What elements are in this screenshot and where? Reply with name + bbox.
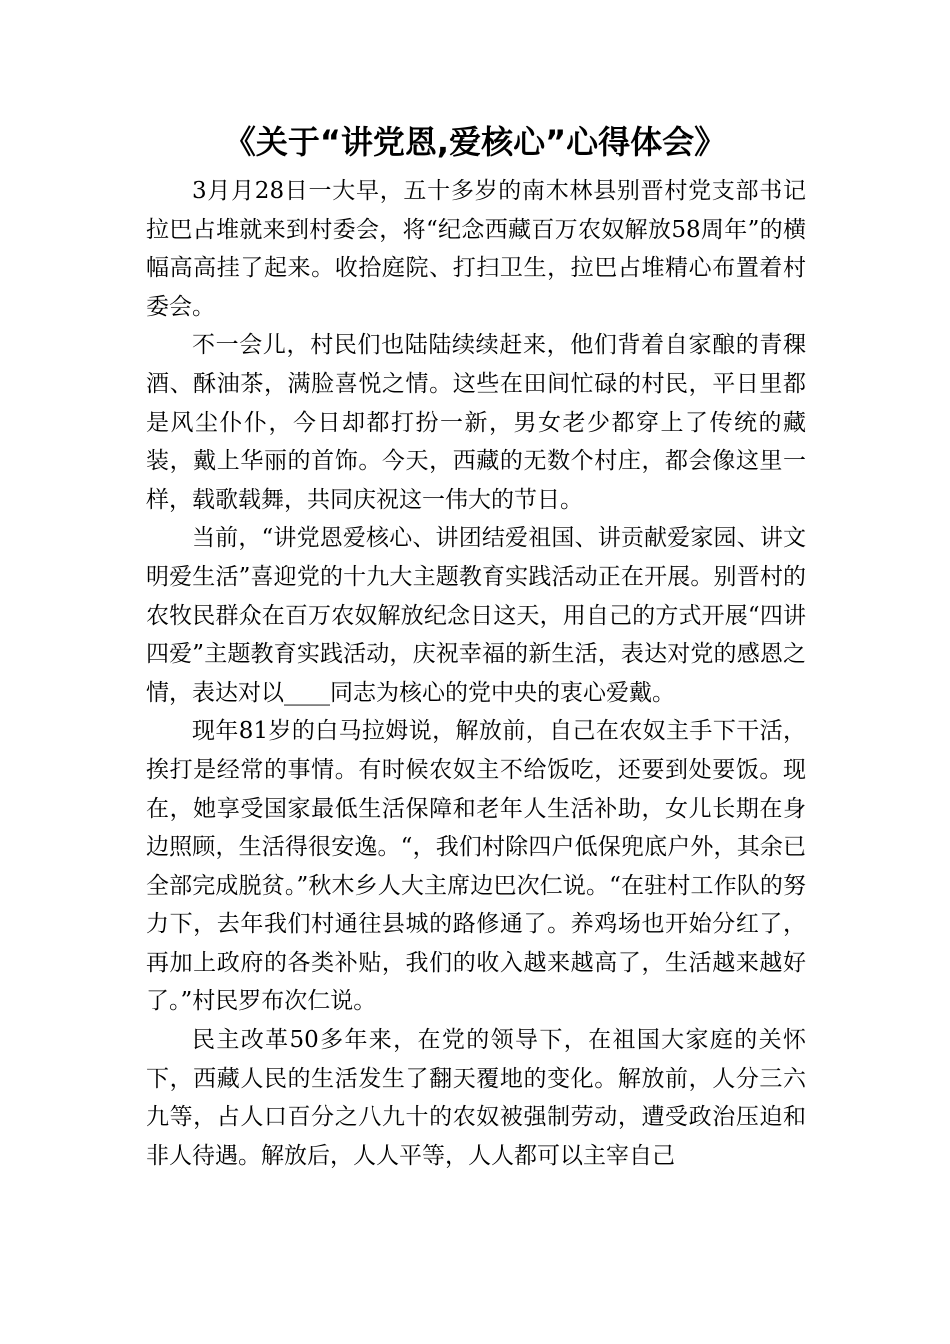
paragraph-2: 不一会儿，村民们也陆陆续续赶来，他们背着自家酿的青稞酒、酥油茶，满脸喜悦之情。这些在田间忙碌的村民，平日里都是风尘仆仆，今日却都打扮一新，男女老少都穿上了传统的藏装，戴上华丽的首饰。今天，西藏的无数个村庄，都会像这里一样，载歌载舞，共同庆祝这一伟大的节日。 xyxy=(146,332,806,513)
paragraph-1: 3月月28日一大早，五十多岁的南木林县别晋村党支部书记拉巴占堆就来到村委会，将“纪念西藏百万农奴解放58周年”的横幅高高挂了起来。收拾庭院、打扫卫生，拉巴占堆精心布置着村委会。 xyxy=(146,178,806,320)
paragraph-4: 现年81岁的白马拉姆说，解放前，自己在农奴主手下干活，挨打是经常的事情。有时候农奴主不给饭吃，还要到处要饭。现在，她享受国家最低生活保障和老年人生活补助，女儿长期在身边照顾，生活得很安逸。“，我们村除四户低保兜底户外，其余已全部完成脱贫。”秋木乡人大主席边巴次仁说。“在驻村工作队的努力下，去年我们村通往县城的路修通了。养鸡场也开始分红了，再加上政府的各类补贴，我们的收入越来越高了，生活越来越好了。”村民罗布次仁说。 xyxy=(146,718,806,1015)
paragraph-5: 民主改革50多年来，在党的领导下，在祖国大家庭的关怀下，西藏人民的生活发生了翻天覆地的变化。解放前，人分三六九等，占人口百分之八九十的农奴被强制劳动，遭受政治压迫和非人待遇。解放后，人人平等，人人都可以主宰自己 xyxy=(146,1027,806,1169)
document-body xyxy=(146,172,806,1175)
paragraph-3: 当前，“讲党恩爱核心、讲团结爱祖国、讲贡献爱家园、讲文明爱生活”喜迎党的十九大主题教育实践活动正在开展。别晋村的农牧民群众在百万农奴解放纪念日这天，用自己的方式开展“四讲四爱”主题教育实践活动，庆祝幸福的新生活，表达对党的感恩之情，表达对以____同志为核心的党中央的衷心爱戴。 xyxy=(146,525,806,706)
document-title: 《关于“讲党恩,爱核心”心得体会》 xyxy=(223,123,727,161)
